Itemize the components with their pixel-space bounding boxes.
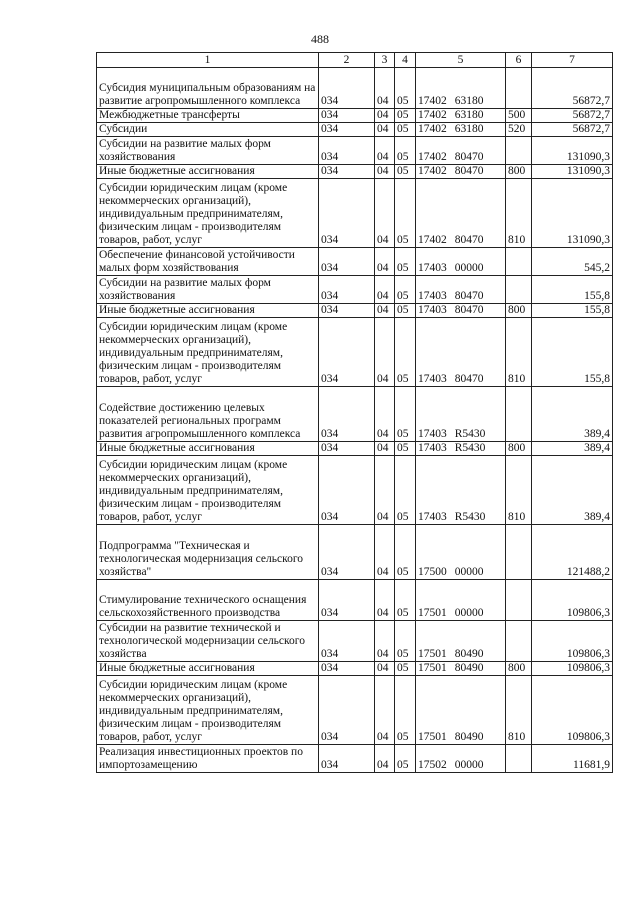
section-code-cell: 04: [375, 165, 395, 179]
table-row: [97, 304, 613, 318]
section-code-cell: 04: [375, 525, 395, 580]
amount-cell: 121488,2: [532, 525, 613, 580]
table-row: [97, 248, 613, 276]
amount-cell: 109806,3: [532, 580, 613, 621]
table-row: [97, 387, 613, 442]
target-article-program: 17403: [418, 290, 447, 302]
ministry-code-cell: 034: [319, 68, 375, 109]
expense-type-cell: [506, 525, 532, 580]
target-article-direction: 80470: [454, 165, 484, 177]
ministry-code-cell: 034: [319, 165, 375, 179]
amount-cell: 109806,3: [532, 662, 613, 676]
amount-cell: 131090,3: [532, 165, 613, 179]
target-article-cell: [416, 456, 506, 525]
target-article-program: 17501: [418, 648, 447, 660]
table-row: [97, 525, 613, 580]
target-article-direction: R5430: [454, 511, 486, 523]
section-code-cell: 04: [375, 580, 395, 621]
expense-name-cell: Субсидии: [97, 123, 319, 137]
expense-type-cell: 800: [506, 662, 532, 676]
expense-type-cell: 520: [506, 123, 532, 137]
target-article-direction: 80470: [454, 373, 484, 385]
table-row: [97, 123, 613, 137]
section-code-cell: 04: [375, 318, 395, 387]
section-code-cell: 04: [375, 123, 395, 137]
expense-type-cell: 810: [506, 318, 532, 387]
section-code-cell: 04: [375, 621, 395, 662]
subsection-code-cell: 05: [395, 304, 416, 318]
subsection-code-cell: 05: [395, 525, 416, 580]
expense-name-cell: Субсидия муниципальным образованиям на развитие агропромышленного комплекса: [97, 68, 319, 109]
table-row: [97, 276, 613, 304]
target-article-direction: 80490: [454, 662, 484, 674]
target-article-cell: [416, 304, 506, 318]
budget-table: [96, 52, 613, 773]
ministry-code-cell: 034: [319, 456, 375, 525]
subsection-code-cell: 05: [395, 165, 416, 179]
table-row: [97, 109, 613, 123]
expense-type-cell: 810: [506, 456, 532, 525]
target-article-cell: [416, 137, 506, 165]
expense-name-cell: Субсидии на развитие технической и технологической модернизации сельского хозяйства: [97, 621, 319, 662]
ministry-code-cell: 034: [319, 318, 375, 387]
expense-type-cell: [506, 276, 532, 304]
expense-type-cell: [506, 580, 532, 621]
table-row: [97, 165, 613, 179]
ministry-code-cell: 034: [319, 137, 375, 165]
target-article-cell: [416, 525, 506, 580]
target-article-cell: [416, 387, 506, 442]
amount-cell: 109806,3: [532, 676, 613, 745]
expense-name-cell: Субсидии юридическим лицам (кроме некоммерческих организаций), индивидуальным предпринимателям, физическим лицам - производителям товаров, работ, услуг: [97, 179, 319, 248]
table-row: [97, 456, 613, 525]
expense-type-cell: 800: [506, 304, 532, 318]
expense-type-cell: [506, 387, 532, 442]
subsection-code-cell: 05: [395, 621, 416, 662]
target-article-cell: [416, 68, 506, 109]
target-article-direction: 00000: [454, 759, 484, 771]
subsection-code-cell: 05: [395, 442, 416, 456]
ministry-code-cell: 034: [319, 442, 375, 456]
section-code-cell: 04: [375, 179, 395, 248]
target-article-program: 17402: [418, 109, 447, 121]
ministry-code-cell: 034: [319, 304, 375, 318]
target-article-cell: [416, 442, 506, 456]
expense-type-cell: [506, 248, 532, 276]
expense-type-cell: 500: [506, 109, 532, 123]
table-row: [97, 137, 613, 165]
expense-name-cell: Субсидии на развитие малых форм хозяйствования: [97, 137, 319, 165]
expense-name-cell: Субсидии юридическим лицам (кроме некоммерческих организаций), индивидуальным предпринимателям, физическим лицам - производителям товаров, работ, услуг: [97, 318, 319, 387]
target-article-direction: 80470: [454, 290, 484, 302]
ministry-code-cell: 034: [319, 276, 375, 304]
table-row: [97, 745, 613, 773]
target-article-program: 17403: [418, 262, 447, 274]
target-article-direction: 00000: [454, 566, 484, 578]
section-code-cell: 04: [375, 68, 395, 109]
amount-cell: 155,8: [532, 318, 613, 387]
expense-name-cell: Межбюджетные трансферты: [97, 109, 319, 123]
target-article-cell: [416, 621, 506, 662]
column-header: 1: [97, 53, 319, 68]
target-article-direction: 80490: [454, 648, 484, 660]
column-header: 6: [506, 53, 532, 68]
ministry-code-cell: 034: [319, 387, 375, 442]
amount-cell: 389,4: [532, 442, 613, 456]
amount-cell: 545,2: [532, 248, 613, 276]
table-row: [97, 179, 613, 248]
target-article-program: 17403: [418, 373, 447, 385]
expense-type-cell: [506, 137, 532, 165]
ministry-code-cell: 034: [319, 109, 375, 123]
section-code-cell: 04: [375, 442, 395, 456]
expense-name-cell: Содействие достижению целевых показателей региональных программ развития агропромышленного комплекса: [97, 387, 319, 442]
target-article-direction: R5430: [454, 442, 486, 454]
expense-type-cell: 800: [506, 165, 532, 179]
amount-cell: 109806,3: [532, 621, 613, 662]
section-code-cell: 04: [375, 456, 395, 525]
target-article-program: 17403: [418, 511, 447, 523]
target-article-direction: 80470: [454, 151, 484, 163]
section-code-cell: 04: [375, 662, 395, 676]
target-article-cell: [416, 179, 506, 248]
table-header-row: [97, 53, 613, 68]
target-article-program: 17403: [418, 442, 447, 454]
subsection-code-cell: 05: [395, 179, 416, 248]
expense-type-cell: [506, 621, 532, 662]
target-article-direction: 80470: [454, 304, 484, 316]
section-code-cell: 04: [375, 109, 395, 123]
ministry-code-cell: 034: [319, 745, 375, 773]
target-article-cell: [416, 676, 506, 745]
expense-type-cell: 810: [506, 179, 532, 248]
subsection-code-cell: 05: [395, 456, 416, 525]
subsection-code-cell: 05: [395, 137, 416, 165]
target-article-direction: 00000: [454, 607, 484, 619]
target-article-program: 17402: [418, 234, 447, 246]
subsection-code-cell: 05: [395, 580, 416, 621]
expense-name-cell: Субсидии юридическим лицам (кроме некоммерческих организаций), индивидуальным предпринимателям, физическим лицам - производителям товаров, работ, услуг: [97, 456, 319, 525]
target-article-direction: 80470: [454, 234, 484, 246]
subsection-code-cell: 05: [395, 662, 416, 676]
target-article-program: 17402: [418, 165, 447, 177]
expense-name-cell: Подпрограмма "Техническая и технологическая модернизация сельского хозяйства": [97, 525, 319, 580]
target-article-direction: 63180: [454, 109, 484, 121]
target-article-program: 17403: [418, 304, 447, 316]
table-row: [97, 318, 613, 387]
ministry-code-cell: 034: [319, 676, 375, 745]
subsection-code-cell: 05: [395, 109, 416, 123]
amount-cell: 56872,7: [532, 68, 613, 109]
amount-cell: 11681,9: [532, 745, 613, 773]
page-number: 488: [311, 32, 329, 46]
amount-cell: 56872,7: [532, 123, 613, 137]
target-article-program: 17502: [418, 759, 447, 771]
target-article-program: 17402: [418, 151, 447, 163]
table-row: [97, 68, 613, 109]
expense-type-cell: [506, 68, 532, 109]
target-article-cell: [416, 165, 506, 179]
expense-name-cell: Иные бюджетные ассигнования: [97, 304, 319, 318]
column-header: 7: [532, 53, 613, 68]
subsection-code-cell: 05: [395, 123, 416, 137]
ministry-code-cell: 034: [319, 621, 375, 662]
expense-name-cell: Обеспечение финансовой устойчивости малых форм хозяйствования: [97, 248, 319, 276]
target-article-program: 17501: [418, 607, 447, 619]
amount-cell: 155,8: [532, 304, 613, 318]
column-header: 4: [395, 53, 416, 68]
column-header: 2: [319, 53, 375, 68]
amount-cell: 56872,7: [532, 109, 613, 123]
table-row: [97, 621, 613, 662]
expense-name-cell: Субсидии на развитие малых форм хозяйствования: [97, 276, 319, 304]
subsection-code-cell: 05: [395, 248, 416, 276]
ministry-code-cell: 034: [319, 580, 375, 621]
amount-cell: 131090,3: [532, 137, 613, 165]
target-article-program: 17500: [418, 566, 447, 578]
target-article-direction: R5430: [454, 428, 486, 440]
subsection-code-cell: 05: [395, 68, 416, 109]
ministry-code-cell: 034: [319, 248, 375, 276]
amount-cell: 389,4: [532, 387, 613, 442]
section-code-cell: 04: [375, 304, 395, 318]
column-header: 5: [416, 53, 506, 68]
expense-type-cell: 810: [506, 676, 532, 745]
subsection-code-cell: 05: [395, 676, 416, 745]
target-article-direction: 63180: [454, 95, 484, 107]
target-article-direction: 00000: [454, 262, 484, 274]
expense-name-cell: Иные бюджетные ассигнования: [97, 662, 319, 676]
target-article-program: 17402: [418, 123, 447, 135]
amount-cell: 131090,3: [532, 179, 613, 248]
section-code-cell: 04: [375, 276, 395, 304]
target-article-program: 17403: [418, 428, 447, 440]
target-article-cell: [416, 580, 506, 621]
expense-name-cell: Иные бюджетные ассигнования: [97, 442, 319, 456]
target-article-cell: [416, 123, 506, 137]
section-code-cell: 04: [375, 745, 395, 773]
section-code-cell: 04: [375, 676, 395, 745]
amount-cell: 389,4: [532, 456, 613, 525]
ministry-code-cell: 034: [319, 179, 375, 248]
subsection-code-cell: 05: [395, 745, 416, 773]
target-article-program: 17501: [418, 662, 447, 674]
subsection-code-cell: 05: [395, 276, 416, 304]
section-code-cell: 04: [375, 137, 395, 165]
subsection-code-cell: 05: [395, 318, 416, 387]
expense-type-cell: [506, 745, 532, 773]
target-article-direction: 80490: [454, 731, 484, 743]
ministry-code-cell: 034: [319, 662, 375, 676]
expense-name-cell: Реализация инвестиционных проектов по импортозамещению: [97, 745, 319, 773]
target-article-cell: [416, 276, 506, 304]
expense-name-cell: Иные бюджетные ассигнования: [97, 165, 319, 179]
target-article-program: 17501: [418, 731, 447, 743]
table-row: [97, 676, 613, 745]
table-row: [97, 580, 613, 621]
target-article-cell: [416, 248, 506, 276]
column-header: 3: [375, 53, 395, 68]
expense-name-cell: Стимулирование технического оснащения сельскохозяйственного производства: [97, 580, 319, 621]
subsection-code-cell: 05: [395, 387, 416, 442]
expense-name-cell: Субсидии юридическим лицам (кроме некоммерческих организаций), индивидуальным предпринимателям, физическим лицам - производителям товаров, работ, услуг: [97, 676, 319, 745]
target-article-cell: [416, 662, 506, 676]
target-article-cell: [416, 318, 506, 387]
target-article-cell: [416, 109, 506, 123]
ministry-code-cell: 034: [319, 123, 375, 137]
target-article-program: 17402: [418, 95, 447, 107]
table-body: [97, 68, 613, 773]
section-code-cell: 04: [375, 248, 395, 276]
target-article-direction: 63180: [454, 123, 484, 135]
table-row: [97, 442, 613, 456]
table-row: [97, 662, 613, 676]
section-code-cell: 04: [375, 387, 395, 442]
expense-type-cell: 800: [506, 442, 532, 456]
target-article-cell: [416, 745, 506, 773]
ministry-code-cell: 034: [319, 525, 375, 580]
amount-cell: 155,8: [532, 276, 613, 304]
